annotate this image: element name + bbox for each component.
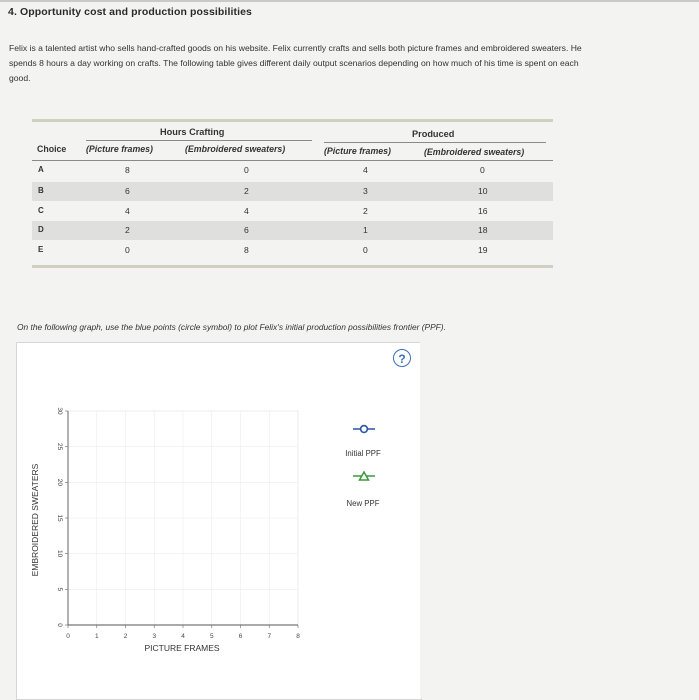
x-tick-label: 3 xyxy=(152,633,157,640)
question-heading: 4. Opportunity cost and production possibilities xyxy=(8,6,252,18)
intro-line: spends 8 hours a day working on crafts. The following table gives different daily output scenarios depending on how much of his time is spent on each xyxy=(9,58,579,68)
cell-choice: B xyxy=(38,186,44,195)
cell-choice: C xyxy=(38,206,44,215)
legend-initial-label: Initial PPF xyxy=(345,449,381,458)
y-tick-label: 30 xyxy=(56,407,63,415)
col-header-produced-frames: (Picture frames) xyxy=(324,146,391,156)
table-row xyxy=(32,161,553,180)
cell-produced-frames: 4 xyxy=(363,165,368,175)
produced-group-underline xyxy=(324,142,546,143)
y-tick-label: 10 xyxy=(56,550,63,558)
cell-hours-sweaters: 6 xyxy=(244,225,249,235)
cell-produced-frames: 2 xyxy=(363,206,368,216)
y-axis-title: EMBROIDERED SWEATERS xyxy=(30,463,40,577)
cell-produced-sweaters: 19 xyxy=(478,245,488,255)
cell-produced-frames: 1 xyxy=(363,225,368,235)
cell-choice: D xyxy=(38,225,44,234)
y-tick-label: 5 xyxy=(56,587,63,592)
y-tick-label: 0 xyxy=(56,623,63,627)
col-header-choice: Choice xyxy=(37,144,67,154)
x-tick-label: 4 xyxy=(181,633,185,640)
group-header-hours: Hours Crafting xyxy=(160,127,225,137)
cell-hours-frames: 0 xyxy=(125,245,130,255)
intro-line: good. xyxy=(9,73,31,83)
graph-instruction: On the following graph, use the blue points (circle symbol) to plot Felix's initial production possibilities frontier (PPF). xyxy=(17,322,446,332)
col-header-produced-sweaters: (Embroidered sweaters) xyxy=(424,147,525,157)
cell-hours-frames: 6 xyxy=(125,186,130,196)
y-tick-label: 25 xyxy=(56,443,63,451)
x-tick-label: 6 xyxy=(238,633,243,640)
cell-hours-frames: 2 xyxy=(125,225,130,235)
cell-choice: E xyxy=(38,245,44,254)
table-bottom-rule xyxy=(32,265,553,268)
intro-line: Felix is a talented artist who sells hand-crafted goods on his website. Felix currently crafts and sells both picture frames and embroidered sweaters. He xyxy=(9,43,582,53)
table-row xyxy=(32,221,553,240)
help-button[interactable]: ? xyxy=(393,349,411,367)
table-row xyxy=(32,241,553,260)
y-tick-label: 15 xyxy=(56,514,63,522)
table-row xyxy=(32,182,553,201)
graph-panel[interactable] xyxy=(16,342,422,700)
cell-hours-sweaters: 2 xyxy=(244,186,249,196)
x-axis-title: PICTURE FRAMES xyxy=(144,643,220,653)
table-row xyxy=(32,202,553,221)
graph-side-area xyxy=(420,342,699,698)
legend-new-label: New PPF xyxy=(346,499,380,508)
cell-hours-sweaters: 0 xyxy=(244,165,249,175)
cell-produced-frames: 0 xyxy=(363,245,368,255)
x-tick-label: 0 xyxy=(66,633,70,640)
cell-produced-sweaters: 10 xyxy=(478,186,488,196)
cell-hours-sweaters: 4 xyxy=(244,206,249,216)
x-tick-label: 5 xyxy=(209,633,214,640)
cell-hours-sweaters: 8 xyxy=(244,245,249,255)
hours-group-underline xyxy=(86,140,312,141)
x-tick-label: 8 xyxy=(296,633,300,640)
x-tick-label: 1 xyxy=(94,633,99,640)
cell-produced-sweaters: 0 xyxy=(480,165,485,175)
cell-produced-frames: 3 xyxy=(363,186,368,196)
top-divider xyxy=(0,0,699,2)
col-header-hours-sweaters: (Embroidered sweaters) xyxy=(185,144,286,154)
x-tick-label: 2 xyxy=(123,633,128,640)
table-top-rule xyxy=(32,119,553,122)
cell-choice: A xyxy=(38,165,44,174)
intro-paragraph xyxy=(9,41,699,86)
y-tick-label: 20 xyxy=(56,478,63,486)
cell-hours-frames: 8 xyxy=(125,165,130,175)
cell-produced-sweaters: 16 xyxy=(478,206,488,216)
col-header-hours-frames: (Picture frames) xyxy=(86,144,153,154)
cell-produced-sweaters: 18 xyxy=(478,225,488,235)
x-tick-label: 7 xyxy=(267,633,272,640)
cell-hours-frames: 4 xyxy=(125,206,130,216)
group-header-produced: Produced xyxy=(412,129,455,139)
